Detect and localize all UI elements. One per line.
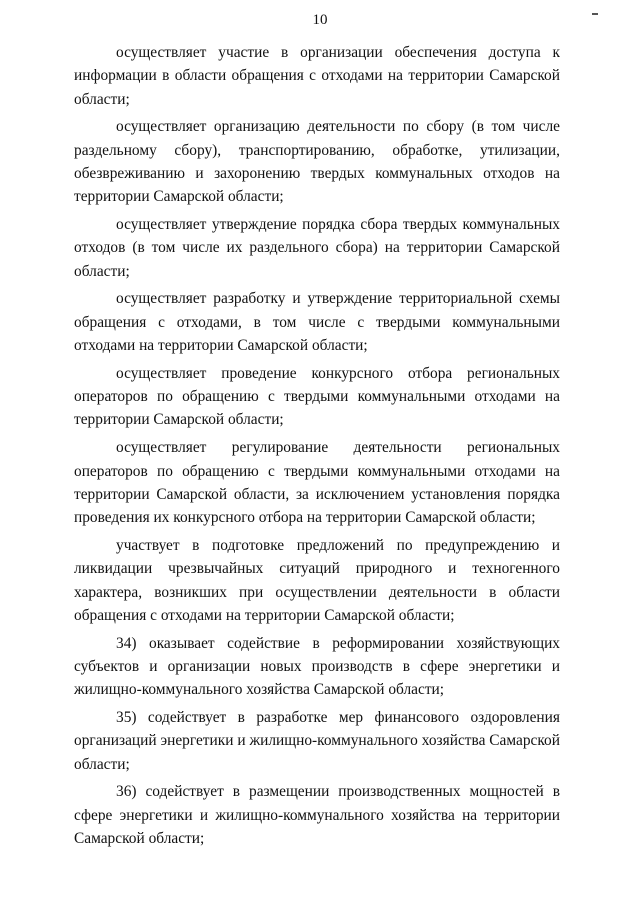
paragraph-information-access: осуществляет участие в организации обеспечения доступа к информации в области обращения с отходами на территории Самарской области; (74, 44, 560, 108)
paragraph-operator-regulation: осуществляет регулирование деятельности региональных операторов по обращению с твердыми коммунальными отходами на территории Самарской области, за исключением установления порядка проведения их конкурсного отбора на территории Самарской области; (74, 439, 560, 527)
paragraph-collection-procedure: осуществляет утверждение порядка сбора твердых коммунальных отходов (в том числе их раздельного сбора) на территории Самарской области; (74, 216, 560, 280)
paragraph-territorial-scheme: осуществляет разработку и утверждение территориальной схемы обращения с отходами, в том числе с твердыми коммунальными отходами на территории Самарской области; (74, 290, 560, 355)
paragraph-waste-collection: осуществляет организацию деятельности по сбору (в том числе раздельному сбору), транспортированию, обработке, утилизации, обезвреживанию и захоронению твердых коммунальных отходов на территории Самарской области; (74, 118, 560, 206)
paragraph-item-34: 34) оказывает содействие в реформировании хозяйствующих субъектов и организации новых производств в сфере энергетики и жилищно-коммунального хозяйства Самарской области; (74, 634, 560, 699)
page-number: 10 (312, 12, 328, 28)
paragraph-emergency-prevention: участвует в подготовке предложений по предупреждению и ликвидации чрезвычайных ситуаций природного и техногенного характера, возникших при осуществлении деятельности в области обращения с отходами на территории Самарской области; (74, 536, 560, 624)
paragraph-item-36: 36) содействует в размещении производственных мощностей в сфере энергетики и жилищно-коммунального хозяйства на территории Самарской области; (74, 783, 560, 847)
paragraph-operator-selection: осуществляет проведение конкурсного отбора региональных операторов по обращению с твердыми коммунальными отходами на территории Самарской области; (74, 364, 560, 429)
paragraph-item-35: 35) содействует в разработке мер финансового оздоровления организаций энергетики и жилищно-коммунального хозяйства Самарской области; (74, 709, 560, 773)
scan-mark (592, 13, 598, 15)
document-body (74, 41, 560, 855)
